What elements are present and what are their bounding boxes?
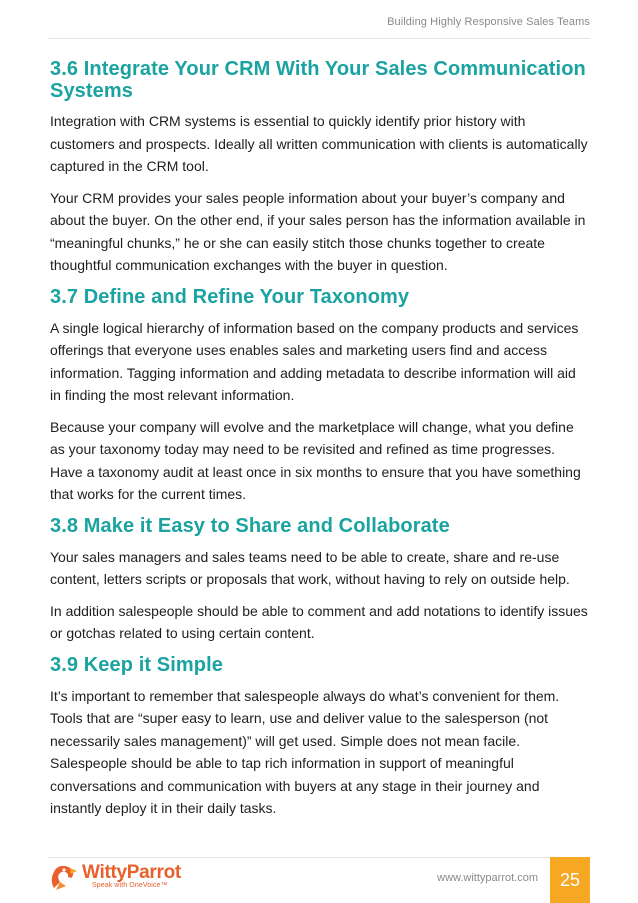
paragraph: It’s important to remember that salespeople always do what’s convenient for them. Tools that are “super easy to learn, use and deliver value to the salesperson (not necessarily sales management)” will get used. Simple does not mean facile. Salespeople should be able to tap rich information in support of meaningful conversations and communication with buyers at any stage in their journey and instantly deploy it in their daily tasks. [50, 687, 560, 816]
paragraph: A single logical hierarchy of information based on the company products and services offerings that everyone uses enables sales and marketing users find and access information. Tagging information and adding metadata to describe information will aid in finding the most relevant information. [50, 319, 579, 403]
section-3-8 [50, 515, 590, 645]
section-heading: 3.8 Make it Easy to Share and Collaborate [50, 514, 450, 537]
paragraph: Integration with CRM systems is essential to quickly identify prior history with customers and prospects. Ideally all written communication with clients is automatically captured in the CRM tool. [50, 113, 588, 174]
page-content [50, 58, 590, 829]
page-number: 25 [550, 857, 590, 903]
running-header: Building Highly Responsive Sales Teams [387, 16, 590, 28]
header-divider [48, 38, 590, 39]
paragraph: In addition salespeople should be able to comment and add notations to identify issues or gotchas related to using certain content. [50, 602, 588, 641]
paragraph: Because your company will evolve and the marketplace will change, what you define as your taxonomy today may need to be revisited and refined as time progresses. Have a taxonomy audit at least once in six months to ensure that you have something that works for the current times. [50, 418, 581, 502]
paragraph: Your CRM provides your sales people information about your buyer’s company and about the buyer. On the other end, if your sales person has the information available in “meaningful chunks,” he or she can easily stitch those chunks together to create thoughtful communication exchanges with the buyer in question. [50, 189, 586, 273]
section-heading: 3.9 Keep it Simple [50, 653, 223, 676]
website-url: www.wittyparrot.com [437, 872, 538, 884]
parrot-icon [48, 862, 80, 892]
section-3-9 [50, 654, 590, 820]
wittyparrot-logo [48, 862, 208, 892]
section-3-6 [50, 58, 590, 277]
footer-divider [48, 857, 590, 858]
paragraph: Your sales managers and sales teams need to be able to create, share and re-use content, letters scripts or proposals that work, without having to rely on outside help. [50, 548, 570, 587]
section-heading: 3.6 Integrate Your CRM With Your Sales Communication Systems [50, 58, 586, 102]
section-3-7 [50, 286, 590, 506]
logo-wordmark: WittyParrot [82, 862, 181, 883]
logo-tagline: Speak with OneVoice™ [92, 882, 168, 889]
section-heading: 3.7 Define and Refine Your Taxonomy [50, 285, 410, 308]
